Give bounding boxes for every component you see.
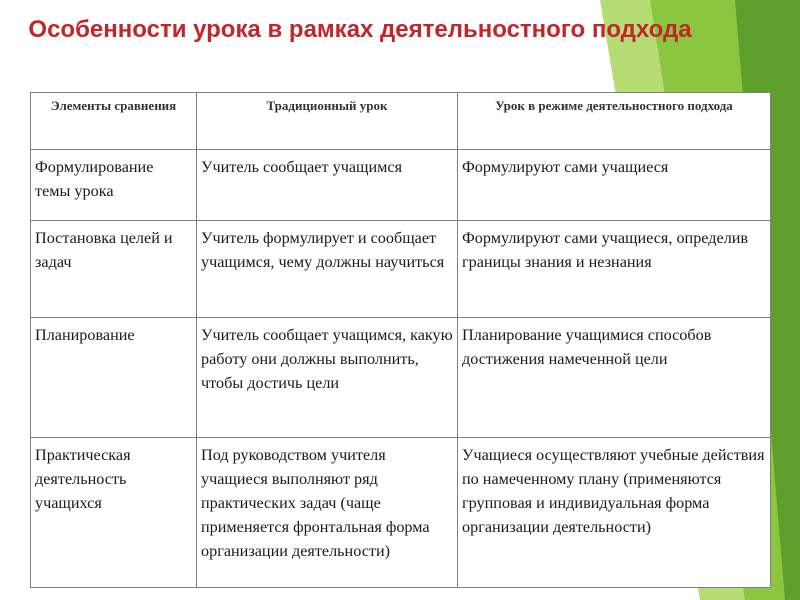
- cell-traditional: Учитель сообщает учащимся, какую работу они должны выполнить, чтобы достичь цели: [197, 318, 458, 438]
- cell-element: Постановка целей и задач: [31, 221, 197, 318]
- cell-traditional: Под руководством учителя учащиеся выполняют ряд практических задач (чаще применяется фронтальная форма организации деятельности): [197, 438, 458, 588]
- cell-activity: Формулируют сами учащиеся: [458, 150, 771, 221]
- slide-title: Особенности урока в рамках деятельностного подхода: [28, 16, 692, 43]
- table-row: [31, 438, 771, 588]
- cell-activity: Формулируют сами учащиеся, определив границы знания и незнания: [458, 221, 771, 318]
- cell-activity: Планирование учащимися способов достижения намеченной цели: [458, 318, 771, 438]
- cell-element: Практическая деятельность учащихся: [31, 438, 197, 588]
- header-activity: Урок в режиме деятельностного подхода: [458, 93, 771, 150]
- cell-activity: Учащиеся осуществляют учебные действия по намеченному плану (применяются групповая и индивидуальная форма организации деятельности): [458, 438, 771, 588]
- table-header-row: [31, 93, 771, 150]
- cell-element: Формулирование темы урока: [31, 150, 197, 221]
- cell-element: Планирование: [31, 318, 197, 438]
- header-traditional: Традиционный урок: [197, 93, 458, 150]
- cell-traditional: Учитель сообщает учащимся: [197, 150, 458, 221]
- cell-traditional: Учитель формулирует и сообщает учащимся, чему должны научиться: [197, 221, 458, 318]
- table-row: [31, 221, 771, 318]
- header-elements: Элементы сравнения: [31, 93, 197, 150]
- table-row: [31, 318, 771, 438]
- table-row: [31, 150, 771, 221]
- comparison-table: [30, 92, 771, 588]
- comparison-table-container: [30, 92, 770, 587]
